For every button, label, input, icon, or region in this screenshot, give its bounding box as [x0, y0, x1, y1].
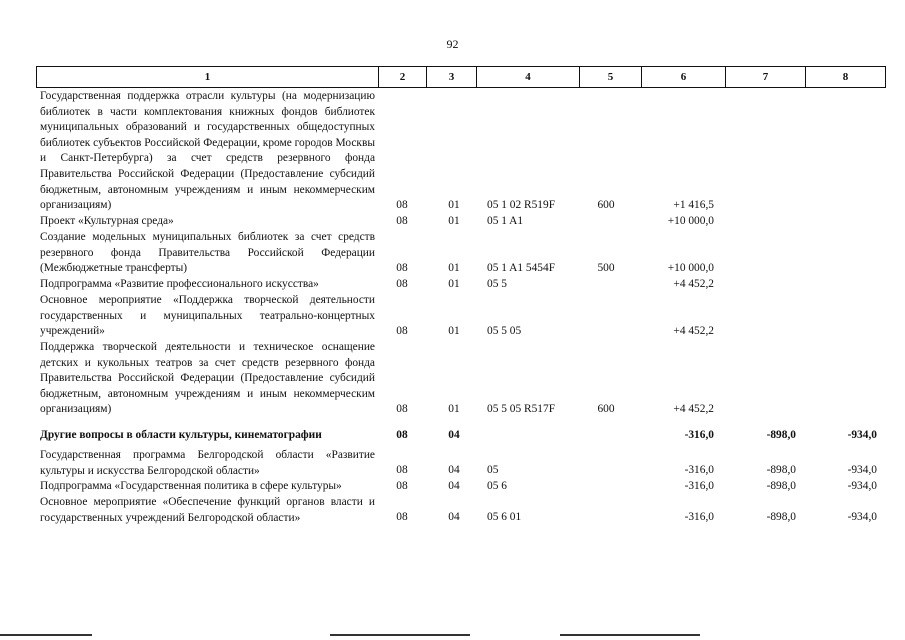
amount-col-7: -898,0	[766, 511, 796, 524]
target-article-code: 05 5	[487, 278, 507, 291]
amount-col-8: -934,0	[847, 511, 877, 524]
budget-rows	[0, 89, 905, 526]
subsection-code: 04	[448, 511, 460, 524]
subsection-code: 04	[448, 464, 460, 477]
column-header-2: 2	[379, 67, 427, 88]
column-header-table	[36, 66, 886, 88]
footer-rule	[0, 634, 92, 636]
section-code: 08	[396, 511, 408, 524]
expense-type-code: 500	[597, 262, 615, 275]
table-row	[0, 428, 905, 444]
target-article-code: 05	[487, 464, 499, 477]
section-code: 08	[396, 215, 408, 228]
amount-col-6: -316,0	[684, 480, 714, 493]
subsection-code: 01	[448, 325, 460, 338]
section-code: 08	[396, 429, 408, 442]
page-number: 92	[446, 37, 459, 51]
amount-col-6: +4 452,2	[673, 325, 714, 338]
table-row	[0, 293, 905, 340]
subsection-code: 01	[448, 278, 460, 291]
amount-col-6: +4 452,2	[673, 278, 714, 291]
subsection-code: 01	[448, 403, 460, 416]
section-code: 08	[396, 199, 408, 212]
row-description: Государственная поддержка отрасли культуры (на модернизацию библиотек в части комплектования книжных фондов библиотек муниципальных образований и государственных общедоступных библиотек субъектов Российской Федерации, кроме городов Москвы и Санкт-Петербурга) за счет средств резервного фонда Правительства Российской Федерации (Предоставление субсидий бюджетным, автономным учреждениям и иным некоммерческим организациям)	[40, 90, 375, 212]
amount-col-6: -316,0	[684, 511, 714, 524]
amount-col-6: -316,0	[684, 429, 714, 442]
amount-col-7: -898,0	[766, 464, 796, 477]
target-article-code: 05 6 01	[487, 511, 522, 524]
row-description: Основное мероприятие «Поддержка творческой деятельности государственных и муниципальных театрально-концертных учреждений»	[40, 294, 375, 338]
amount-col-6: +1 416,5	[673, 199, 714, 212]
section-code: 08	[396, 278, 408, 291]
section-code: 08	[396, 325, 408, 338]
subsection-code: 04	[448, 429, 460, 442]
subsection-code: 01	[448, 215, 460, 228]
amount-col-7: -898,0	[766, 429, 796, 442]
amount-col-6: +4 452,2	[673, 403, 714, 416]
target-article-code: 05 1 A1	[487, 215, 524, 228]
amount-col-6: -316,0	[684, 464, 714, 477]
amount-col-8: -934,0	[847, 480, 877, 493]
column-header-4: 4	[477, 67, 580, 88]
table-row	[0, 230, 905, 277]
amount-col-8: -934,0	[847, 429, 877, 442]
target-article-code: 05 1 A1 5454F	[487, 262, 556, 275]
subsection-code: 01	[448, 199, 460, 212]
row-description: Поддержка творческой деятельности и техническое оснащение детских и кукольных театров за счет средств резервного фонда Правительства Российской Федерации (Предоставление субсидий бюджетным, автономным учреждениям и иным некоммерческим организациям)	[40, 341, 375, 416]
column-header-8: 8	[806, 67, 886, 88]
target-article-code: 05 1 02 R519F	[487, 199, 556, 212]
amount-col-7: -898,0	[766, 480, 796, 493]
table-row	[0, 277, 905, 293]
column-header-1: 1	[37, 67, 379, 88]
table-row	[0, 479, 905, 495]
table-row	[0, 89, 905, 214]
row-description: Проект «Культурная среда»	[40, 215, 174, 227]
row-description: Подпрограмма «Развитие профессионального искусства»	[40, 278, 319, 290]
column-header-5: 5	[580, 67, 642, 88]
amount-col-6: +10 000,0	[667, 215, 714, 228]
column-header-7: 7	[726, 67, 806, 88]
row-description: Другие вопросы в области культуры, кинематографии	[40, 429, 322, 441]
column-header-3: 3	[427, 67, 477, 88]
table-row	[0, 214, 905, 230]
table-row	[0, 340, 905, 418]
target-article-code: 05 5 05	[487, 325, 522, 338]
table-row	[0, 448, 905, 479]
footer-rule	[560, 634, 700, 636]
section-code: 08	[396, 480, 408, 493]
section-code: 08	[396, 403, 408, 416]
column-header-6: 6	[642, 67, 726, 88]
row-description: Государственная программа Белгородской области «Развитие культуры и искусства Белгородской области»	[40, 449, 375, 477]
amount-col-8: -934,0	[847, 464, 877, 477]
footer-rule	[330, 634, 470, 636]
expense-type-code: 600	[597, 403, 615, 416]
subsection-code: 01	[448, 262, 460, 275]
row-description: Подпрограмма «Государственная политика в сфере культуры»	[40, 480, 342, 492]
table-row	[0, 495, 905, 526]
target-article-code: 05 5 05 R517F	[487, 403, 556, 416]
amount-col-6: +10 000,0	[667, 262, 714, 275]
subsection-code: 04	[448, 480, 460, 493]
row-description: Создание модельных муниципальных библиотек за счет средств резервного фонда Правительства Российской Федерации (Межбюджетные трансферты)	[40, 231, 375, 275]
target-article-code: 05 6	[487, 480, 507, 493]
row-description: Основное мероприятие «Обеспечение функций органов власти и государственных учреждений Белгородской области»	[40, 496, 375, 524]
expense-type-code: 600	[597, 199, 615, 212]
section-code: 08	[396, 262, 408, 275]
section-code: 08	[396, 464, 408, 477]
